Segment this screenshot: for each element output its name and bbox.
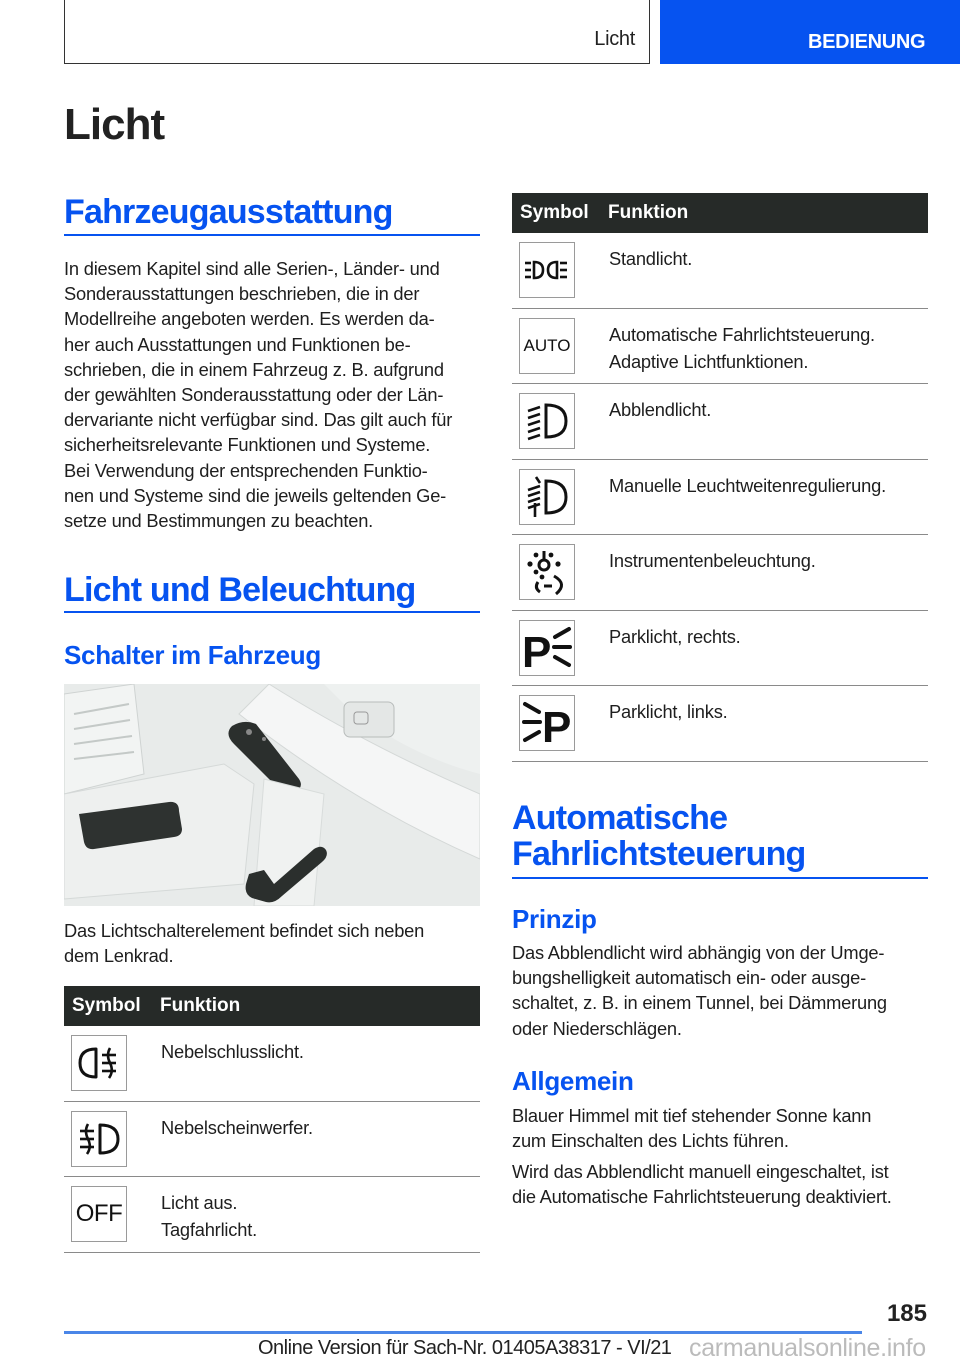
heading-automatische-fahrlichtsteuerung: Automatische Fahrlichtsteuerung: [512, 799, 806, 873]
table-row: [512, 384, 928, 460]
function-text: Manuelle Leuchtweitenregulierung.: [609, 474, 886, 496]
principle-paragraph: Das Abblendlicht wird abhängig von der Umge- bungshelligkeit automatisch ein- oder ausge- schaltet, z. B. in einem Tunnel, bei Dämmerung oder Niederschlägen.: [512, 942, 887, 1039]
table-header: [64, 986, 480, 1026]
right-symbol-table: [512, 193, 928, 762]
heading-fahrzeugausstattung: Fahrzeugausstattung: [64, 193, 393, 231]
left-symbol-table: [64, 986, 480, 1253]
table-row: [64, 1102, 480, 1178]
header-funktion: Funktion: [160, 995, 241, 1016]
function-text: Nebelschlusslicht.: [161, 1041, 304, 1062]
header-symbol: Symbol: [520, 202, 589, 223]
general-paragraph-1: Blauer Himmel mit tief stehender Sonne kann zum Einschalten des Lichts führen.: [512, 1105, 872, 1152]
header-breadcrumb-box: [64, 0, 650, 64]
page-title: Licht: [64, 100, 165, 149]
table-row: [64, 1026, 480, 1102]
heading-rule: [64, 234, 480, 236]
table-row: [512, 309, 928, 385]
table-row: [512, 233, 928, 309]
heading-prinzip: Prinzip: [512, 904, 597, 934]
general-paragraph-2: Wird das Abblendlicht manuell eingeschaltet, ist die Automatische Fahrlichtsteuerung deaktiviert.: [512, 1161, 892, 1208]
heading-rule: [512, 877, 928, 879]
online-version-text: Online Version für Sach-Nr. 01405A38317 - VI/21: [258, 1337, 672, 1359]
watermark[interactable]: carmanualsonline.info: [689, 1334, 926, 1362]
function-text: Automatische Fahrlichtsteuerung. Adaptive Lichtfunktionen.: [609, 323, 875, 372]
function-text: Licht aus. Tagfahrlicht.: [161, 1192, 257, 1240]
table-row: [512, 611, 928, 687]
light-switch-photo: [64, 684, 480, 906]
off-icon: OFF: [71, 1186, 127, 1242]
heading-allgemein: Allgemein: [512, 1066, 634, 1096]
svg-text:P: P: [542, 703, 572, 748]
low-beam-icon: [519, 393, 575, 449]
parking-light-icon: [519, 242, 575, 298]
heading-schalter-im-fahrzeug: Schalter im Fahrzeug: [64, 640, 321, 670]
function-text: Parklicht, links.: [609, 701, 728, 722]
function-text: Standlicht.: [609, 248, 693, 269]
rear-fog-light-icon: [71, 1035, 127, 1091]
auto-icon: AUTO: [519, 318, 575, 374]
heading-rule: [64, 611, 480, 613]
front-fog-light-icon: [71, 1111, 127, 1167]
parking-light-left-icon: [519, 695, 575, 751]
parking-light-right-icon: [519, 620, 575, 676]
headlight-range-icon: [519, 469, 575, 525]
heading-licht-und-beleuchtung: Licht und Beleuchtung: [64, 571, 416, 609]
switch-caption: Das Lichtschalterelement befindet sich neben dem Lenkrad.: [64, 920, 425, 967]
equipment-paragraph: In diesem Kapitel sind alle Serien-, Länder- und Sonderausstattungen beschrieben, die in der Modellreihe angeboten werden. Es werden da- her auch Ausstattungen und Funktionen be- schrieben, die in einem Fahrzeug z. B. aufgrund der gewählten Sonderausstattung oder der Län- dervariante nicht verfügbar sind. Das gilt auch für sicherheitsrelevante Funktionen und Systeme. Bei Verwendung der entsprechenden Funktio- nen und Systeme sind die jeweils geltenden Ge- setze und Bestimmungen zu beachten.: [64, 258, 453, 532]
svg-text:P: P: [522, 627, 552, 673]
header-funktion: Funktion: [608, 202, 689, 223]
table-header: [512, 193, 928, 233]
function-text: Parklicht, rechts.: [609, 625, 741, 647]
table-row: [64, 1177, 480, 1253]
function-text: Nebelscheinwerfer.: [161, 1116, 313, 1138]
section-label: BEDIENUNG: [808, 31, 926, 53]
header-symbol: Symbol: [72, 995, 141, 1016]
page-number: 185: [886, 1300, 927, 1327]
table-row: [512, 460, 928, 536]
instrument-lighting-icon: [519, 544, 575, 600]
header-section-tab[interactable]: [660, 0, 960, 64]
function-text: Instrumentenbeleuchtung.: [609, 550, 816, 571]
breadcrumb[interactable]: Licht: [594, 28, 635, 50]
table-row: [512, 535, 928, 611]
table-row: [512, 686, 928, 762]
function-text: Abblendlicht.: [609, 399, 712, 420]
